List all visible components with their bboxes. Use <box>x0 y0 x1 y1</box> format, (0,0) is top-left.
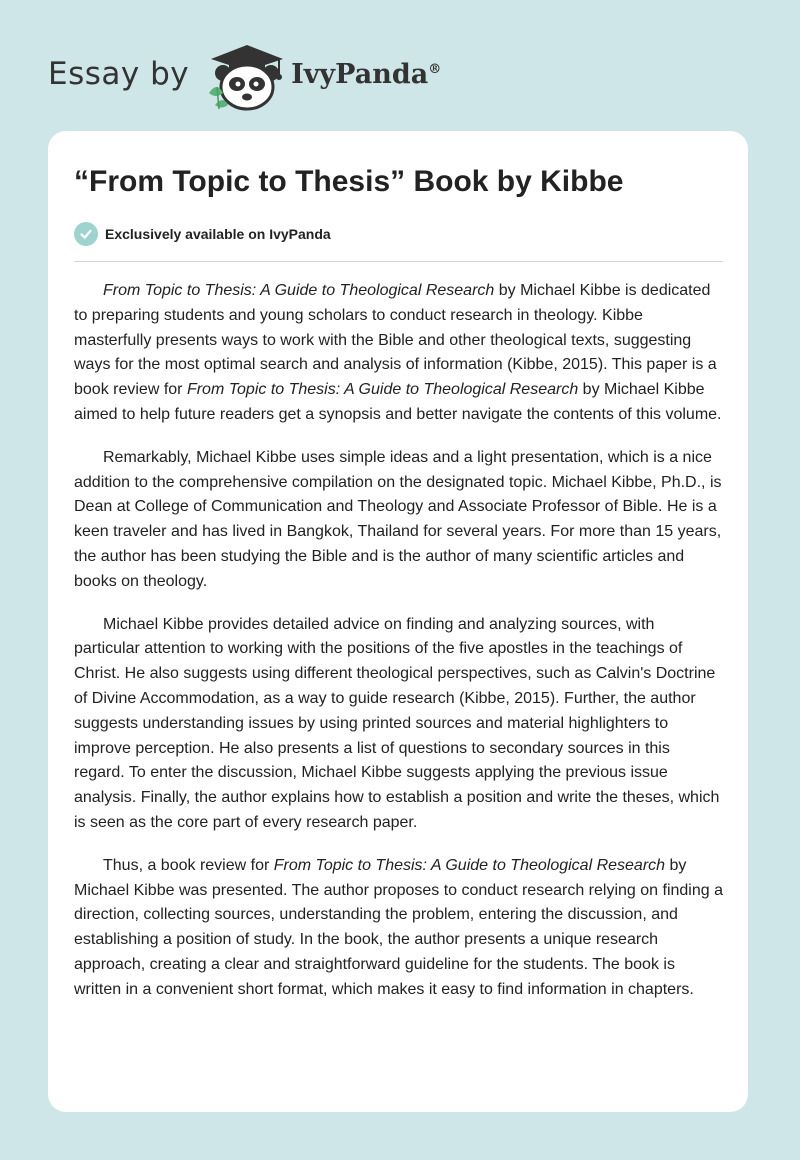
paragraph <box>74 854 724 1003</box>
book-title-text: From Topic to Thesis: A Guide to Theological Research <box>103 282 495 299</box>
paragraph <box>74 279 724 428</box>
book-title-text: From Topic to Thesis: A Guide to Theological Research <box>186 381 579 399</box>
essay-by-label: Essay by <box>48 56 190 92</box>
paragraph-text: by Michael Kibbe is dedicated to preparing students and young scholars to conduct research in theology. Kibbe masterfully presents ways to work with the Bible and other theological texts, suggesting ways for the most optimal search and analysis of information (Kibbe, 2015). This paper is a book review for <box>74 282 717 399</box>
page-title: “From Topic to Thesis” Book by Kibbe <box>74 165 624 198</box>
paragraph-text: Remarkably, Michael Kibbe uses simple ideas and a light presentation, which is a nice addition to the comprehensive compilation on the designated topic. Michael Kibbe, Ph.D., is Dean at College of Communication and Theology and Associate Professor of Bible. He is a keen traveler and has lived in Bangkok, Thailand for several years. For more than 15 years, the author has been studying the Bible and is the author of many scientific articles and books on theology. <box>74 448 722 590</box>
paragraph-text: by Michael Kibbe aimed to help future readers get a synopsis and better navigate the contents of this volume. <box>74 381 722 423</box>
check-circle-icon <box>74 222 98 246</box>
paragraph-text: Michael Kibbe provides detailed advice on finding and analyzing sources, with particular attention to working with the positions of the five apostles in the teachings of Christ. He also suggests using different theological perspectives, such as Calvin's Doctrine of Divine Accommodation, as a way to guide research (Kibbe, 2015). Further, the author suggests understanding issues by using printed sources and material highlighters to improve perception. He also presents a list of questions to secondary sources in this regard. To enter the discussion, Michael Kibbe suggests applying the previous issue analysis. Finally, the author explains how to establish a position and write the theses, which is seen as the core part of every research paper. <box>74 615 720 831</box>
panda-logo-icon <box>201 37 289 111</box>
paragraph <box>74 613 724 836</box>
paragraph <box>74 446 724 595</box>
article-body <box>74 279 724 1021</box>
paragraph-text: Thus, a book review for <box>103 856 274 874</box>
brand-header <box>48 34 441 114</box>
article-card <box>48 131 748 1112</box>
divider <box>74 261 723 262</box>
registered-mark: ® <box>428 61 442 77</box>
badge-text: Exclusively available on IvyPanda <box>105 226 331 242</box>
paragraph-text: by Michael Kibbe was presented. The author proposes to conduct research relying on finding a direction, collecting sources, understanding the problem, entering the discussion, and establishing a position of study. In the book, the author presents a unique research approach, creating a clear and straightforward guideline for the students. The book is written in a convenient short format, which makes it easy to find information in chapters. <box>74 856 723 998</box>
book-title-text: From Topic to Thesis: A Guide to Theological Research <box>273 856 666 874</box>
exclusive-badge <box>74 222 331 246</box>
brand-name: IvyPanda® <box>291 58 442 90</box>
